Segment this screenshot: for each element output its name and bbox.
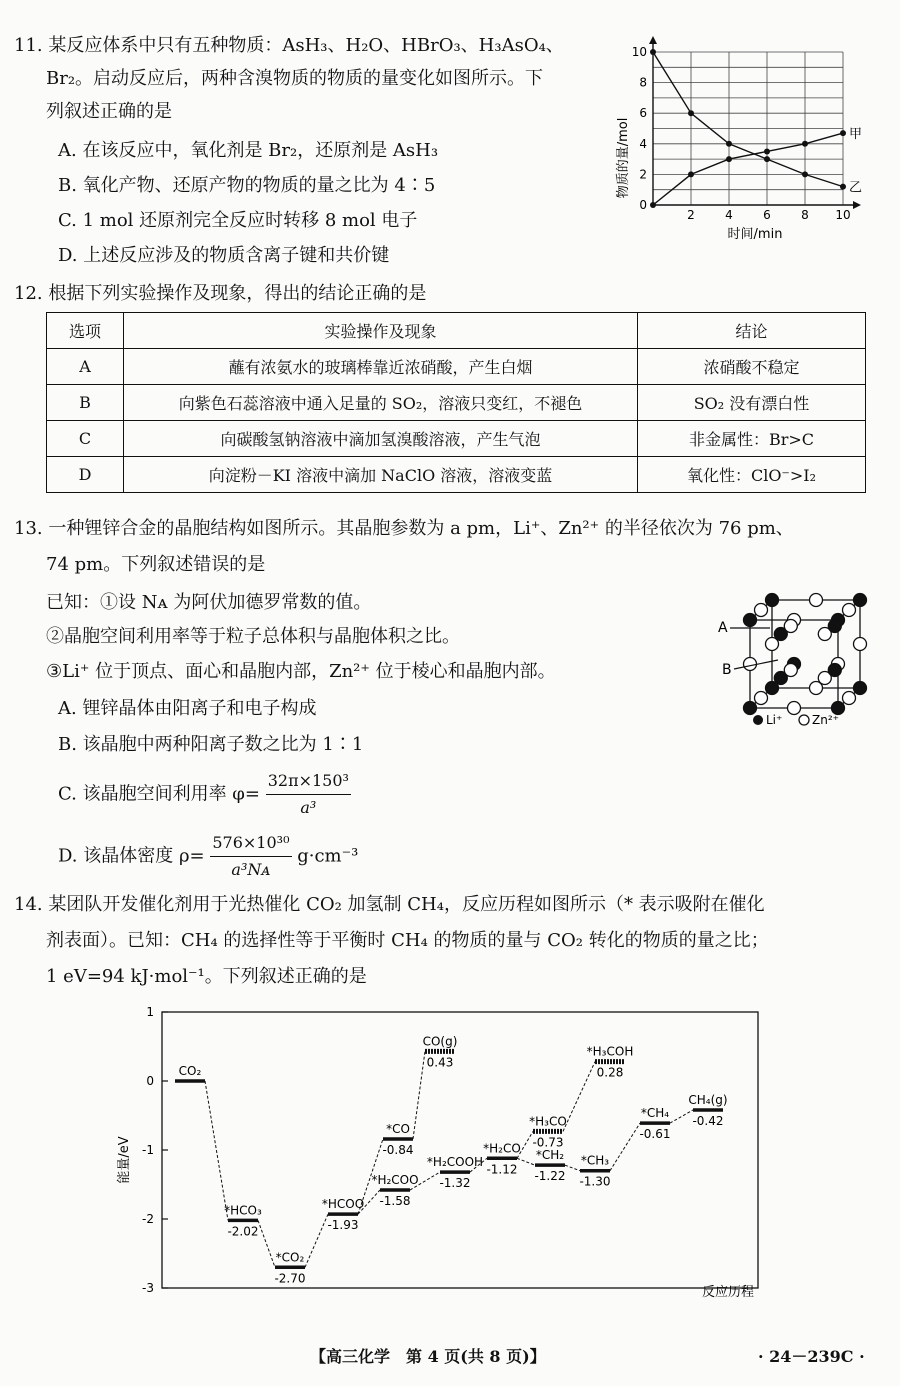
q12-table: [46, 312, 866, 493]
connector: [563, 1062, 595, 1132]
q11-stem-line1: 11. 某反应体系中只有五种物质：AsH₃、H₂O、HBrO₃、H₃AsO₄、: [14, 35, 564, 56]
y-tick-label: 1: [146, 1005, 154, 1019]
data-point: [688, 171, 694, 177]
page-code: · 24－239C ·: [758, 1347, 865, 1366]
state-label: *CO: [386, 1121, 410, 1136]
q14-chart-frame: [162, 1012, 758, 1288]
q13-option-d-prefix: D. 该晶体密度 ρ=: [58, 845, 205, 867]
zn-ion: [854, 638, 867, 651]
table-cell: 非金属性：Br>C: [638, 421, 866, 457]
x-tick-label: 6: [763, 208, 771, 222]
table-cell: B: [47, 385, 124, 421]
q13-option-d-fraction: [210, 830, 291, 883]
legend-li-marker: [753, 715, 763, 725]
table-cell: 向淀粉－KI 溶液中滴加 NaClO 溶液，溶液变蓝: [124, 457, 638, 493]
data-point: [650, 202, 656, 208]
table-row: [47, 385, 866, 421]
fraction-numerator: 32π×150³: [266, 768, 351, 795]
q13-stem-line1: 13. 一种锂锌合金的晶胞结构如图所示。其晶胞参数为 a pm，Li⁺、Zn²⁺ 的半径依次为 76 pm、: [14, 518, 794, 539]
q14-chart-levels: [175, 1034, 728, 1285]
y-tick-label: 6: [639, 106, 647, 121]
y-tick-label: -3: [142, 1281, 154, 1295]
y-tick-label: 10: [631, 45, 647, 59]
q11-series-label-jia: 甲: [849, 127, 863, 143]
legend-li-label: Li⁺: [766, 713, 783, 727]
value-label: -2.70: [274, 1271, 306, 1286]
y-axis-arrow: [649, 36, 657, 44]
q13-option-b: B. 该晶胞中两种阳离子数之比为 1∶1: [58, 734, 364, 755]
zn-ion: [744, 658, 757, 671]
q14-energy-diagram: [110, 1000, 770, 1305]
state-label: *CH₃: [580, 1153, 610, 1168]
li-ion: [828, 664, 841, 677]
state-label: *H₃COH: [586, 1044, 634, 1059]
y-tick-label: 4: [639, 136, 647, 151]
plot-border: [162, 1012, 758, 1288]
legend-zn-label: Zn²⁺: [812, 713, 839, 727]
q11-stem-line3: 列叙述正确的是: [46, 101, 172, 122]
table-cell: 浓硝酸不稳定: [638, 349, 866, 385]
zn-ion: [843, 692, 856, 705]
fraction-denominator: a³Nᴀ: [231, 860, 271, 879]
li-ion: [854, 594, 867, 607]
x-tick-label: 10: [835, 208, 851, 222]
q11-option-b: B. 氧化产物、还原产物的物质的量之比为 4∶5: [58, 175, 436, 196]
value-label: -1.58: [379, 1194, 411, 1209]
value-label: -2.02: [227, 1224, 259, 1239]
x-tick-label: 8: [801, 208, 809, 222]
table-header: 选项: [47, 313, 124, 349]
q13-option-c-prefix: C. 该晶胞空间利用率 φ=: [58, 783, 260, 805]
li-ion: [854, 682, 867, 695]
table-cell: SO₂ 没有漂白性: [638, 385, 866, 421]
q11-option-d: D. 上述反应涉及的物质含离子键和共价键: [58, 245, 390, 266]
q13-option-c-fraction: [266, 768, 351, 821]
data-point: [802, 141, 808, 147]
table-row: [47, 349, 866, 385]
q14-line2: 剂表面）。已知：CH₄ 的选择性等于平衡时 CH₄ 的物质的量与 CO₂ 转化的物质的量之比；: [46, 930, 769, 951]
value-label: 0.43: [426, 1055, 454, 1070]
x-tick-label: 2: [687, 208, 695, 222]
zn-ion: [755, 604, 768, 617]
y-tick-label: -2: [142, 1212, 154, 1226]
zn-ion: [810, 594, 823, 607]
data-point: [726, 156, 732, 162]
value-label: -1.30: [579, 1174, 611, 1189]
fraction-denominator: a³: [300, 798, 317, 817]
q13-option-a: A. 锂锌晶体由阳离子和电子构成: [58, 698, 317, 719]
state-label: *H₂CO: [483, 1141, 521, 1156]
x-tick-label: 4: [725, 208, 733, 222]
y-tick-label: 2: [639, 167, 647, 182]
q13-option-d: [58, 830, 358, 883]
state-label: *HCOO: [321, 1197, 365, 1212]
table-cell: 向紫色石蕊溶液中通入足量的 SO₂，溶液只变红，不褪色: [124, 385, 638, 421]
state-label: CH₄(g): [688, 1092, 728, 1107]
value-label: -0.61: [639, 1127, 671, 1142]
data-point: [764, 148, 770, 154]
li-ion: [766, 594, 779, 607]
value-label: -1.12: [486, 1162, 518, 1177]
y-tick-label: 0: [639, 198, 647, 212]
zn-ion: [755, 692, 768, 705]
data-point: [802, 171, 808, 177]
series-line-1: [653, 52, 843, 187]
value-label: -0.42: [692, 1113, 724, 1128]
fraction-numerator: 576×10³⁰: [210, 830, 291, 857]
table-cell: 向碳酸氢钠溶液中滴加氢溴酸溶液，产生气泡: [124, 421, 638, 457]
data-point: [726, 141, 732, 147]
legend-zn-marker: [799, 715, 809, 725]
state-label: *H₂COO: [371, 1173, 419, 1188]
label-a: A: [718, 620, 728, 636]
connector: [670, 1110, 693, 1123]
data-point: [840, 130, 846, 136]
q13-option-c: [58, 768, 351, 821]
q11-chart: [605, 30, 875, 245]
state-label: *H₃CO: [529, 1114, 567, 1129]
table-header-row: [47, 313, 866, 349]
state-label: *CO₂: [275, 1250, 305, 1265]
value-label: -0.73: [532, 1135, 564, 1150]
y-tick-label: 0: [146, 1074, 154, 1088]
data-point: [650, 49, 656, 55]
q11-chart-ylabel: 物质的量/mol: [616, 117, 631, 199]
state-label: *CH₄: [640, 1106, 670, 1121]
table-cell: A: [47, 349, 124, 385]
connector: [565, 1165, 580, 1171]
q14-line3: 1 eV=94 kJ·mol⁻¹。下列叙述正确的是: [46, 966, 367, 987]
q13-option-d-unit: g·cm⁻³: [297, 845, 359, 867]
q11-stem-line2: Br₂。启动反应后，两种含溴物质的物质的量变化如图所示。下: [46, 68, 544, 89]
value-label: -1.22: [534, 1169, 566, 1184]
state-label: *CH₂: [535, 1148, 565, 1163]
connector: [258, 1220, 275, 1267]
q11-series-label-yi: 乙: [849, 180, 863, 196]
value-label: -0.84: [382, 1142, 414, 1157]
y-tick-label: 8: [639, 75, 647, 90]
table-header: 结论: [638, 313, 866, 349]
zn-ion: [784, 620, 797, 633]
q14-chart-yticks: [142, 1005, 168, 1295]
zn-ion: [784, 664, 797, 677]
table-row: [47, 421, 866, 457]
value-label: -1.93: [327, 1218, 359, 1233]
li-ion: [744, 702, 757, 715]
table-cell: 氧化性：ClO⁻>I₂: [638, 457, 866, 493]
connector: [610, 1123, 640, 1171]
connector: [413, 1051, 425, 1139]
q13-stem-line2: 74 pm。下列叙述错误的是: [46, 554, 266, 575]
table-cell: C: [47, 421, 124, 457]
label-b: B: [722, 662, 732, 678]
q12-stem: 12. 根据下列实验操作及现象，得出的结论正确的是: [14, 283, 427, 304]
li-ion: [828, 620, 841, 633]
q13-crystal-diagram: [712, 580, 872, 730]
q14-chart-xlabel: 反应历程: [701, 1285, 755, 1300]
crystal-cell: [744, 594, 867, 715]
q13-known-3: ③Li⁺ 位于顶点、面心和晶胞内部，Zn²⁺ 位于棱心和晶胞内部。: [46, 661, 556, 682]
connector: [205, 1081, 228, 1220]
value-label: 0.28: [596, 1065, 624, 1080]
q11-option-a: A. 在该反应中，氧化剂是 Br₂，还原剂是 AsH₃: [58, 140, 439, 161]
state-label: CO(g): [422, 1034, 458, 1049]
li-ion: [744, 614, 757, 627]
table-header: 实验操作及现象: [124, 313, 638, 349]
connector: [305, 1214, 328, 1267]
y-tick-label: -1: [142, 1143, 154, 1157]
state-label: *HCO₃: [224, 1203, 262, 1218]
value-label: -1.32: [439, 1176, 471, 1191]
table-row: [47, 457, 866, 493]
state-label: *H₂COOH: [426, 1155, 484, 1170]
q14-chart-ylabel: 能量/eV: [117, 1136, 132, 1184]
q13-known-1: 已知：①设 Nᴀ 为阿伏加德罗常数的值。: [46, 592, 372, 613]
page-footer: 【高三化学 第 4 页(共 8 页)】: [310, 1347, 546, 1366]
table-cell: 蘸有浓氨水的玻璃棒靠近浓硝酸，产生白烟: [124, 349, 638, 385]
q11-chart-xlabel: 时间/min: [727, 227, 783, 242]
data-point: [840, 184, 846, 190]
x-axis-arrow: [853, 201, 861, 209]
data-point: [764, 156, 770, 162]
state-label: CO₂: [178, 1064, 202, 1078]
zn-ion: [843, 604, 856, 617]
q11-option-c: C. 1 mol 还原剂完全反应时转移 8 mol 电子: [58, 210, 418, 231]
q14-line1: 14. 某团队开发催化剂用于光热催化 CO₂ 加氢制 CH₄，反应历程如图所示（* 表示吸附在催化: [14, 894, 765, 915]
data-point: [688, 110, 694, 116]
zn-ion: [788, 702, 801, 715]
q13-known-2: ②晶胞空间利用率等于粒子总体积与晶胞体积之比。: [46, 626, 460, 647]
connector: [517, 1158, 535, 1165]
table-cell: D: [47, 457, 124, 493]
